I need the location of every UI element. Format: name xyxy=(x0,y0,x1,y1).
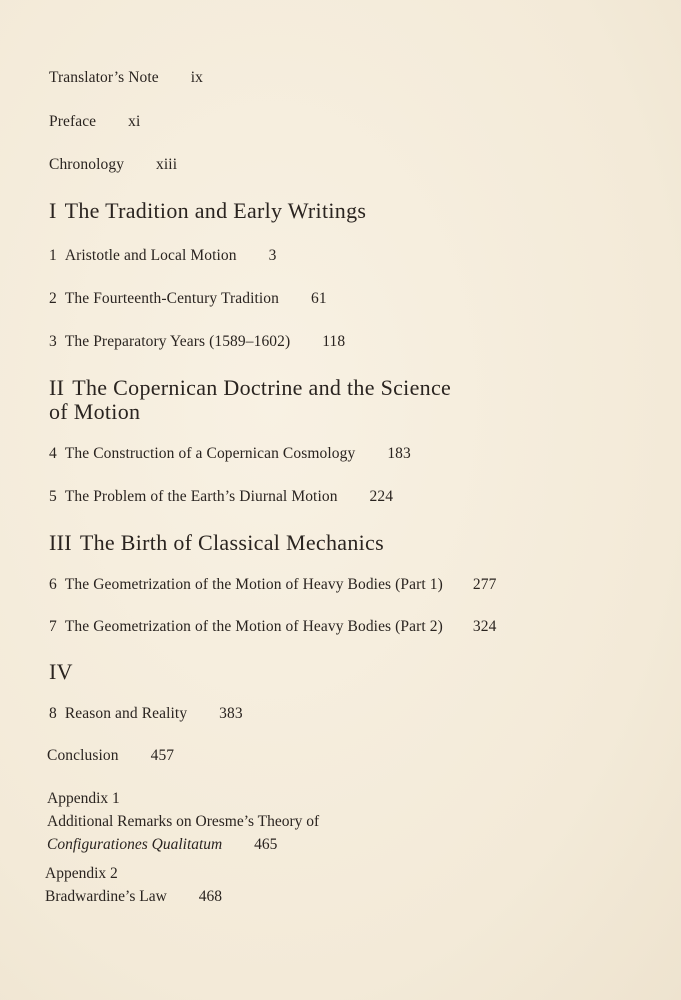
toc-appendix-1 xyxy=(47,787,319,856)
entry-page: xi xyxy=(128,113,141,130)
appendix-page: 465 xyxy=(254,836,278,853)
chapter-page: 118 xyxy=(322,333,346,350)
chapter-number: 8 xyxy=(49,705,57,722)
chapter-number: 6 xyxy=(49,576,57,593)
chapter-number: 4 xyxy=(49,445,57,462)
chapter-page: 224 xyxy=(369,488,394,505)
part-heading-1 xyxy=(49,199,366,223)
part-numeral: IV xyxy=(49,659,73,684)
toc-entry-conclusion xyxy=(47,746,174,766)
part-title-line2: of Motion xyxy=(49,399,141,424)
chapter-title: The Preparatory Years (1589–1602) xyxy=(64,333,291,350)
part-heading-4 xyxy=(49,660,73,684)
appendix-title-line1: Bradwardine’s Law xyxy=(45,888,167,905)
toc-chapter-7 xyxy=(49,617,496,637)
toc-entry-preface xyxy=(49,112,140,132)
toc-chapter-5 xyxy=(49,487,393,507)
toc-chapter-2 xyxy=(49,289,327,309)
toc-entry-translators-note xyxy=(49,68,203,88)
entry-title: Translator’s Note xyxy=(49,69,159,86)
part-title-line1: The Copernican Doctrine and the Science xyxy=(72,375,452,400)
toc-chapter-4 xyxy=(49,444,411,464)
chapter-title: Reason and Reality xyxy=(64,705,188,722)
chapter-page: 183 xyxy=(387,445,411,462)
chapter-number: 7 xyxy=(49,618,57,635)
entry-page: xiii xyxy=(156,156,178,173)
part-numeral: II xyxy=(49,375,65,400)
chapter-title: The Geometrization of the Motion of Heavy Bodies (Part 1) xyxy=(64,576,443,593)
chapter-number: 2 xyxy=(49,290,57,307)
chapter-title: The Geometrization of the Motion of Heavy Bodies (Part 2) xyxy=(64,618,443,635)
entry-page: ix xyxy=(190,69,204,86)
toc-chapter-3 xyxy=(49,332,345,352)
toc-appendix-2 xyxy=(45,862,222,908)
chapter-page: 277 xyxy=(472,576,497,593)
chapter-number: 1 xyxy=(49,247,57,264)
chapter-title: Aristotle and Local Motion xyxy=(64,247,237,264)
toc-chapter-8 xyxy=(49,704,243,724)
part-title: The Tradition and Early Writings xyxy=(64,198,367,223)
toc-chapter-6 xyxy=(49,575,496,595)
chapter-number: 5 xyxy=(49,488,57,505)
entry-title: Chronology xyxy=(49,156,125,173)
chapter-title: The Construction of a Copernican Cosmology xyxy=(64,445,356,462)
appendix-page: 468 xyxy=(198,888,222,905)
chapter-page: 61 xyxy=(310,290,327,307)
appendix-title-line2: Configurationes Qualitatum xyxy=(47,836,223,853)
chapter-title: The Problem of the Earth’s Diurnal Motion xyxy=(64,488,338,505)
appendix-label: Appendix 1 xyxy=(47,790,120,807)
entry-page: 457 xyxy=(150,747,175,764)
entry-title: Preface xyxy=(49,113,97,130)
part-heading-2 xyxy=(49,376,451,424)
chapter-number: 3 xyxy=(49,333,57,350)
toc-entry-chronology xyxy=(49,155,177,175)
toc-chapter-1 xyxy=(49,246,276,266)
chapter-page: 383 xyxy=(219,705,243,722)
chapter-page: 3 xyxy=(268,247,277,264)
part-title: The Birth of Classical Mechanics xyxy=(79,530,384,555)
appendix-label: Appendix 2 xyxy=(45,865,118,882)
chapter-title: The Fourteenth-Century Tradition xyxy=(64,290,279,307)
part-heading-3 xyxy=(49,531,384,555)
chapter-page: 324 xyxy=(472,618,497,635)
part-numeral: I xyxy=(49,198,57,223)
part-numeral: III xyxy=(49,530,72,555)
appendix-title-line1: Additional Remarks on Oresme’s Theory of xyxy=(47,813,320,830)
entry-title: Conclusion xyxy=(47,747,119,764)
